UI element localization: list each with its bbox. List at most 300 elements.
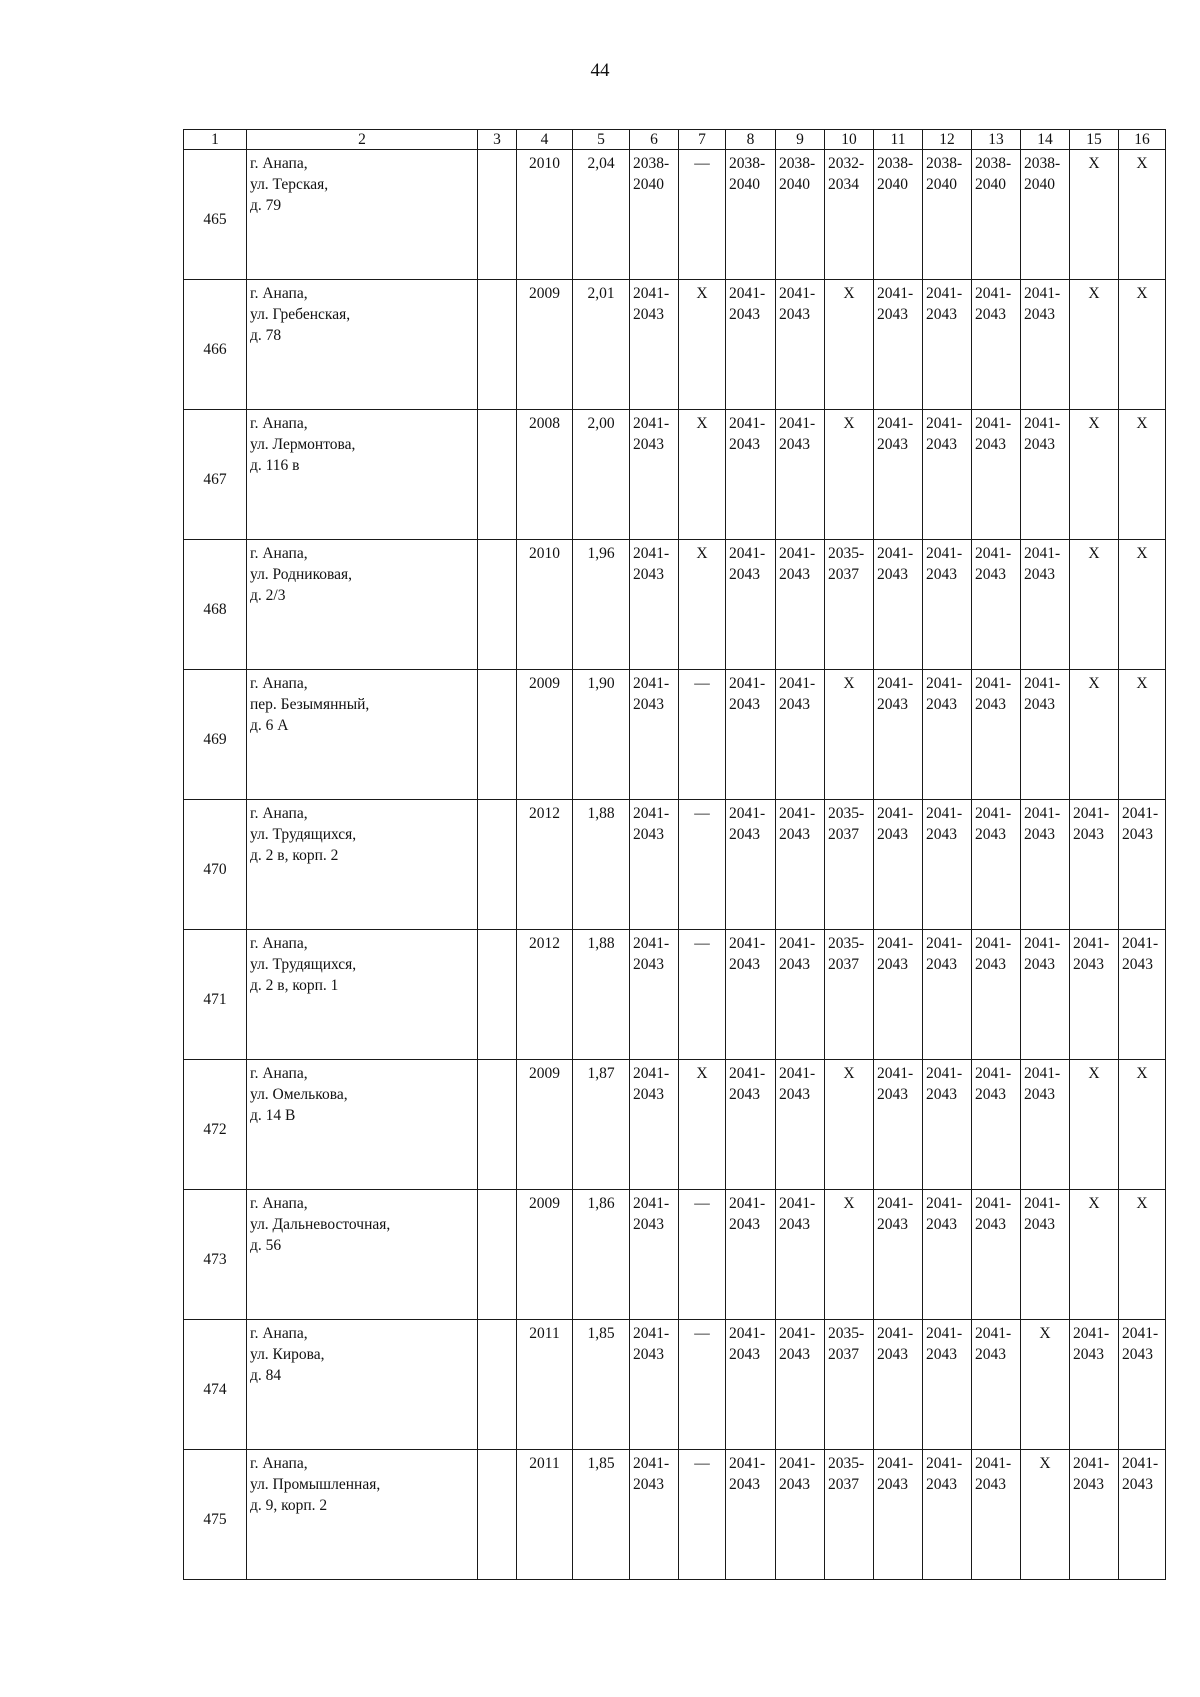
period-cell-col12 — [923, 930, 972, 1060]
cell-line: 2041- — [633, 1195, 670, 1212]
period-cell-col15 — [1070, 1190, 1119, 1320]
cell-line: 2041- — [926, 1065, 963, 1082]
cell-line: 2043 — [926, 436, 957, 453]
year-built-cell: 2009 — [517, 1060, 573, 1190]
cell-line: 2043 — [926, 566, 957, 583]
cell-line: 2041- — [877, 1065, 914, 1082]
address-line: ул. Родниковая, — [250, 566, 353, 583]
cell-line: 2041- — [1024, 285, 1061, 302]
table-row — [184, 1320, 1166, 1450]
period-cell-col9 — [776, 1060, 825, 1190]
period-cell-col14 — [1021, 800, 1070, 930]
cell-line: 2041- — [926, 1195, 963, 1212]
address-line: г. Анапа, — [250, 1455, 308, 1472]
value-cell: 1,85 — [573, 1320, 630, 1450]
address-line: г. Анапа, — [250, 675, 308, 692]
cell-line: 2043 — [1122, 1346, 1153, 1363]
cell-line: 2043 — [1073, 956, 1104, 973]
table-row — [184, 280, 1166, 410]
value-cell: 2,01 — [573, 280, 630, 410]
period-cell-col13 — [972, 1320, 1021, 1450]
period-cell-col13 — [972, 1060, 1021, 1190]
period-cell-col6 — [630, 670, 679, 800]
value-cell: 1,85 — [573, 1450, 630, 1580]
cell-line: 2041- — [729, 1455, 766, 1472]
cell-line: 2041- — [926, 675, 963, 692]
cell-line: 2043 — [975, 1346, 1006, 1363]
period-cell-col14 — [1021, 1060, 1070, 1190]
period-cell-col7 — [679, 540, 726, 670]
period-cell-col6 — [630, 540, 679, 670]
period-cell-col7 — [679, 1450, 726, 1580]
cell-line: 2043 — [779, 1086, 810, 1103]
period-cell-col9 — [776, 930, 825, 1060]
cell-line: 2041- — [779, 545, 816, 562]
cell-line: 2041- — [779, 1195, 816, 1212]
period-cell-col16 — [1119, 540, 1166, 670]
period-cell-col16 — [1119, 1190, 1166, 1320]
cell-line: 2043 — [779, 306, 810, 323]
row-number: 471 — [184, 930, 247, 1060]
cell-line: Х — [1136, 545, 1148, 562]
period-cell-col8 — [726, 930, 776, 1060]
cell-line: 2043 — [877, 826, 908, 843]
cell-line: 2041- — [975, 1325, 1012, 1342]
period-cell-col9 — [776, 1190, 825, 1320]
period-cell-col14 — [1021, 1320, 1070, 1450]
period-cell-col14 — [1021, 930, 1070, 1060]
table-row — [184, 1060, 1166, 1190]
cell-line: 2041- — [926, 285, 963, 302]
column-header-9: 9 — [776, 130, 825, 150]
cell-line: 2041- — [1122, 805, 1159, 822]
period-cell-col9 — [776, 280, 825, 410]
table-row — [184, 410, 1166, 540]
cell-line: 2041- — [729, 415, 766, 432]
cell-line: Х — [696, 415, 708, 432]
column-header-1: 1 — [184, 130, 247, 150]
period-cell-col13 — [972, 670, 1021, 800]
period-cell-col7 — [679, 800, 726, 930]
column-header-3: 3 — [478, 130, 517, 150]
cell-line: 2038- — [926, 155, 963, 172]
cell-line: 2043 — [633, 1086, 664, 1103]
period-cell-col14 — [1021, 670, 1070, 800]
cell-line: 2041- — [877, 415, 914, 432]
cell-line: 2041- — [926, 1325, 963, 1342]
period-cell-col12 — [923, 540, 972, 670]
cell-line: 2041- — [975, 285, 1012, 302]
cell-line: Х — [1039, 1455, 1051, 1472]
period-cell-col9 — [776, 150, 825, 280]
cell-line: — — [694, 935, 710, 952]
column-header-13: 13 — [972, 130, 1021, 150]
period-cell-col11 — [874, 410, 923, 540]
cell-line: Х — [696, 1065, 708, 1082]
cell-line: 2038- — [633, 155, 670, 172]
cell-line: 2041- — [779, 415, 816, 432]
cell-line: Х — [1136, 285, 1148, 302]
cell-line: 2043 — [779, 696, 810, 713]
period-cell-col10 — [825, 800, 874, 930]
cell-line: Х — [1039, 1325, 1051, 1342]
period-cell-col11 — [874, 1320, 923, 1450]
column-header-4: 4 — [517, 130, 573, 150]
period-cell-col14 — [1021, 1450, 1070, 1580]
address-line: д. 2 в, корп. 1 — [250, 977, 339, 994]
cell-line: 2043 — [779, 956, 810, 973]
cell-line: 2043 — [877, 1346, 908, 1363]
cell-line: 2041- — [633, 935, 670, 952]
cell-line: 2043 — [729, 436, 760, 453]
period-cell-col10 — [825, 150, 874, 280]
cell-line: 2043 — [926, 1086, 957, 1103]
cell-line: 2041- — [779, 805, 816, 822]
cell-line: 2041- — [779, 675, 816, 692]
value-cell: 2,00 — [573, 410, 630, 540]
period-cell-col8 — [726, 540, 776, 670]
cell-line: 2041- — [1122, 1455, 1159, 1472]
address-line: г. Анапа, — [250, 155, 308, 172]
cell-line: 2043 — [729, 1476, 760, 1493]
column-header-10: 10 — [825, 130, 874, 150]
header-row — [184, 130, 1166, 150]
cell-line: Х — [1136, 1065, 1148, 1082]
cell-line: 2035- — [828, 1325, 865, 1342]
year-built-cell: 2011 — [517, 1450, 573, 1580]
period-cell-col7 — [679, 280, 726, 410]
cell-line: 2041- — [975, 415, 1012, 432]
period-cell-col15 — [1070, 410, 1119, 540]
cell-line: 2041- — [729, 1325, 766, 1342]
period-cell-col8 — [726, 1450, 776, 1580]
period-cell-col7 — [679, 670, 726, 800]
period-cell-col13 — [972, 930, 1021, 1060]
period-cell-col16 — [1119, 1320, 1166, 1450]
col3-cell — [478, 280, 517, 410]
period-cell-col13 — [972, 1190, 1021, 1320]
period-cell-col10 — [825, 1190, 874, 1320]
value-cell: 1,90 — [573, 670, 630, 800]
cell-line: 2037 — [828, 956, 859, 973]
cell-line: Х — [1088, 675, 1100, 692]
cell-line: 2043 — [1024, 1086, 1055, 1103]
period-cell-col9 — [776, 410, 825, 540]
cell-line: 2041- — [877, 1455, 914, 1472]
cell-line: 2041- — [633, 545, 670, 562]
cell-line: 2041- — [1073, 935, 1110, 952]
period-cell-col8 — [726, 410, 776, 540]
cell-line: Х — [843, 285, 855, 302]
period-cell-col13 — [972, 1450, 1021, 1580]
row-number: 473 — [184, 1190, 247, 1320]
address-cell — [247, 540, 478, 670]
period-cell-col10 — [825, 1450, 874, 1580]
period-cell-col14 — [1021, 410, 1070, 540]
address-cell — [247, 1190, 478, 1320]
period-cell-col12 — [923, 410, 972, 540]
cell-line: Х — [1088, 155, 1100, 172]
cell-line: 2040 — [1024, 176, 1055, 193]
cell-line: 2043 — [1122, 1476, 1153, 1493]
cell-line: 2043 — [779, 826, 810, 843]
cell-line: 2043 — [633, 1346, 664, 1363]
cell-line: 2040 — [779, 176, 810, 193]
column-header-6: 6 — [630, 130, 679, 150]
period-cell-col14 — [1021, 1190, 1070, 1320]
cell-line: Х — [1088, 545, 1100, 562]
period-cell-col15 — [1070, 930, 1119, 1060]
row-number: 470 — [184, 800, 247, 930]
cell-line: 2043 — [729, 956, 760, 973]
address-line: д. 14 В — [250, 1107, 296, 1124]
period-cell-col11 — [874, 1450, 923, 1580]
cell-line: 2041- — [975, 1065, 1012, 1082]
cell-line: 2043 — [1024, 956, 1055, 973]
period-cell-col11 — [874, 540, 923, 670]
period-cell-col11 — [874, 1060, 923, 1190]
cell-line: 2040 — [975, 176, 1006, 193]
cell-line: 2043 — [975, 826, 1006, 843]
address-line: д. 78 — [250, 327, 282, 344]
cell-line: 2043 — [729, 306, 760, 323]
cell-line: 2043 — [926, 1346, 957, 1363]
year-built-cell: 2012 — [517, 800, 573, 930]
address-line: д. 79 — [250, 197, 282, 214]
cell-line: 2043 — [1024, 306, 1055, 323]
year-built-cell: 2012 — [517, 930, 573, 1060]
period-cell-col11 — [874, 1190, 923, 1320]
cell-line: 2043 — [926, 696, 957, 713]
cell-line: 2043 — [975, 1086, 1006, 1103]
row-number: 475 — [184, 1450, 247, 1580]
period-cell-col8 — [726, 800, 776, 930]
col3-cell — [478, 800, 517, 930]
cell-line: Х — [696, 285, 708, 302]
cell-line: — — [694, 155, 710, 172]
cell-line: 2040 — [633, 176, 664, 193]
cell-line: 2041- — [926, 1455, 963, 1472]
address-cell — [247, 800, 478, 930]
cell-line: 2043 — [779, 1476, 810, 1493]
column-header-2: 2 — [247, 130, 478, 150]
address-cell — [247, 1320, 478, 1450]
cell-line: 2043 — [877, 1476, 908, 1493]
row-number: 474 — [184, 1320, 247, 1450]
period-cell-col15 — [1070, 150, 1119, 280]
address-line: г. Анапа, — [250, 285, 308, 302]
period-cell-col8 — [726, 1060, 776, 1190]
cell-line: Х — [1088, 1195, 1100, 1212]
cell-line: Х — [1136, 1195, 1148, 1212]
cell-line: 2041- — [1024, 935, 1061, 952]
cell-line: 2043 — [1024, 566, 1055, 583]
cell-line: 2043 — [1122, 956, 1153, 973]
cell-line: 2043 — [779, 1216, 810, 1233]
cell-line: 2041- — [877, 1195, 914, 1212]
period-cell-col9 — [776, 800, 825, 930]
period-cell-col15 — [1070, 280, 1119, 410]
column-header-7: 7 — [679, 130, 726, 150]
period-cell-col15 — [1070, 540, 1119, 670]
address-line: ул. Трудящихся, — [250, 826, 357, 843]
period-cell-col6 — [630, 800, 679, 930]
cell-line: 2041- — [633, 1455, 670, 1472]
period-cell-col8 — [726, 1190, 776, 1320]
row-number: 468 — [184, 540, 247, 670]
value-cell: 1,86 — [573, 1190, 630, 1320]
column-header-5: 5 — [573, 130, 630, 150]
cell-line: 2043 — [1024, 1216, 1055, 1233]
cell-line: 2041- — [729, 1195, 766, 1212]
column-header-12: 12 — [923, 130, 972, 150]
cell-line: 2043 — [975, 436, 1006, 453]
cell-line: 2043 — [633, 696, 664, 713]
period-cell-col6 — [630, 410, 679, 540]
cell-line: 2041- — [926, 935, 963, 952]
address-line: д. 116 в — [250, 457, 300, 474]
cell-line: — — [694, 675, 710, 692]
cell-line: Х — [1136, 155, 1148, 172]
period-cell-col15 — [1070, 1060, 1119, 1190]
address-cell — [247, 670, 478, 800]
cell-line: 2041- — [633, 1325, 670, 1342]
cell-line: — — [694, 805, 710, 822]
cell-line: 2041- — [877, 1325, 914, 1342]
cell-line: 2043 — [877, 566, 908, 583]
cell-line: 2043 — [633, 306, 664, 323]
cell-line: 2041- — [975, 675, 1012, 692]
col3-cell — [478, 540, 517, 670]
address-line: ул. Гребенская, — [250, 306, 351, 323]
period-cell-col12 — [923, 1190, 972, 1320]
cell-line: 2043 — [779, 436, 810, 453]
cell-line: 2041- — [729, 1065, 766, 1082]
table-row — [184, 1450, 1166, 1580]
cell-line: 2041- — [729, 285, 766, 302]
cell-line: 2041- — [975, 805, 1012, 822]
period-cell-col15 — [1070, 670, 1119, 800]
column-header-14: 14 — [1021, 130, 1070, 150]
row-number: 469 — [184, 670, 247, 800]
cell-line: 2041- — [877, 545, 914, 562]
address-line: ул. Лермонтова, — [250, 436, 356, 453]
cell-line: 2041- — [633, 1065, 670, 1082]
cell-line: 2043 — [926, 826, 957, 843]
period-cell-col6 — [630, 1450, 679, 1580]
period-cell-col6 — [630, 930, 679, 1060]
period-cell-col9 — [776, 670, 825, 800]
cell-line: 2043 — [1024, 826, 1055, 843]
cell-line: 2043 — [975, 1216, 1006, 1233]
cell-line: 2041- — [1073, 1455, 1110, 1472]
period-cell-col15 — [1070, 1320, 1119, 1450]
address-cell — [247, 930, 478, 1060]
cell-line: Х — [1136, 415, 1148, 432]
period-cell-col11 — [874, 930, 923, 1060]
cell-line: 2041- — [729, 675, 766, 692]
cell-line: 2043 — [729, 1086, 760, 1103]
cell-line: 2041- — [1122, 935, 1159, 952]
cell-line: Х — [1088, 1065, 1100, 1082]
address-line: д. 2/3 — [250, 587, 286, 604]
address-cell — [247, 410, 478, 540]
page-number: 44 — [590, 60, 610, 81]
period-cell-col13 — [972, 540, 1021, 670]
cell-line: 2035- — [828, 935, 865, 952]
cell-line: 2035- — [828, 1455, 865, 1472]
cell-line: 2041- — [779, 1325, 816, 1342]
cell-line: 2043 — [877, 1086, 908, 1103]
period-cell-col7 — [679, 410, 726, 540]
period-cell-col12 — [923, 800, 972, 930]
period-cell-col16 — [1119, 150, 1166, 280]
cell-line: 2043 — [975, 566, 1006, 583]
year-built-cell: 2011 — [517, 1320, 573, 1450]
address-cell — [247, 1450, 478, 1580]
period-cell-col16 — [1119, 1060, 1166, 1190]
period-cell-col14 — [1021, 540, 1070, 670]
cell-line: 2043 — [633, 1216, 664, 1233]
cell-line: 2041- — [633, 675, 670, 692]
period-cell-col6 — [630, 1060, 679, 1190]
col3-cell — [478, 1320, 517, 1450]
cell-line: 2038- — [779, 155, 816, 172]
cell-line: 2043 — [779, 566, 810, 583]
period-cell-col14 — [1021, 280, 1070, 410]
cell-line: 2043 — [877, 306, 908, 323]
address-line: д. 84 — [250, 1367, 282, 1384]
cell-line: 2034 — [828, 176, 859, 193]
period-cell-col7 — [679, 930, 726, 1060]
cell-line: 2043 — [1073, 1476, 1104, 1493]
period-cell-col13 — [972, 410, 1021, 540]
address-line: пер. Безымянный, — [250, 696, 370, 713]
row-number: 466 — [184, 280, 247, 410]
cell-line: 2040 — [926, 176, 957, 193]
col3-cell — [478, 1450, 517, 1580]
period-cell-col8 — [726, 670, 776, 800]
period-cell-col11 — [874, 670, 923, 800]
cell-line: — — [694, 1195, 710, 1212]
cell-line: Х — [843, 675, 855, 692]
cell-line: 2035- — [828, 545, 865, 562]
address-line: ул. Промышленная, — [250, 1476, 381, 1493]
address-line: г. Анапа, — [250, 805, 308, 822]
year-built-cell: 2009 — [517, 280, 573, 410]
cell-line: 2043 — [877, 1216, 908, 1233]
cell-line: 2041- — [1073, 805, 1110, 822]
cell-line: 2040 — [877, 176, 908, 193]
address-line: г. Анапа, — [250, 1195, 308, 1212]
cell-line: 2043 — [729, 696, 760, 713]
period-cell-col16 — [1119, 410, 1166, 540]
cell-line: 2043 — [633, 566, 664, 583]
cell-line: 2043 — [877, 696, 908, 713]
address-line: ул. Трудящихся, — [250, 956, 357, 973]
address-cell — [247, 1060, 478, 1190]
cell-line: 2032- — [828, 155, 865, 172]
column-header-15: 15 — [1070, 130, 1119, 150]
column-header-8: 8 — [726, 130, 776, 150]
cell-line: 2043 — [975, 306, 1006, 323]
period-cell-col12 — [923, 670, 972, 800]
col3-cell — [478, 670, 517, 800]
cell-line: 2043 — [926, 306, 957, 323]
cell-line: 2041- — [779, 935, 816, 952]
cell-line: 2041- — [926, 545, 963, 562]
cell-line: 2041- — [1024, 545, 1061, 562]
